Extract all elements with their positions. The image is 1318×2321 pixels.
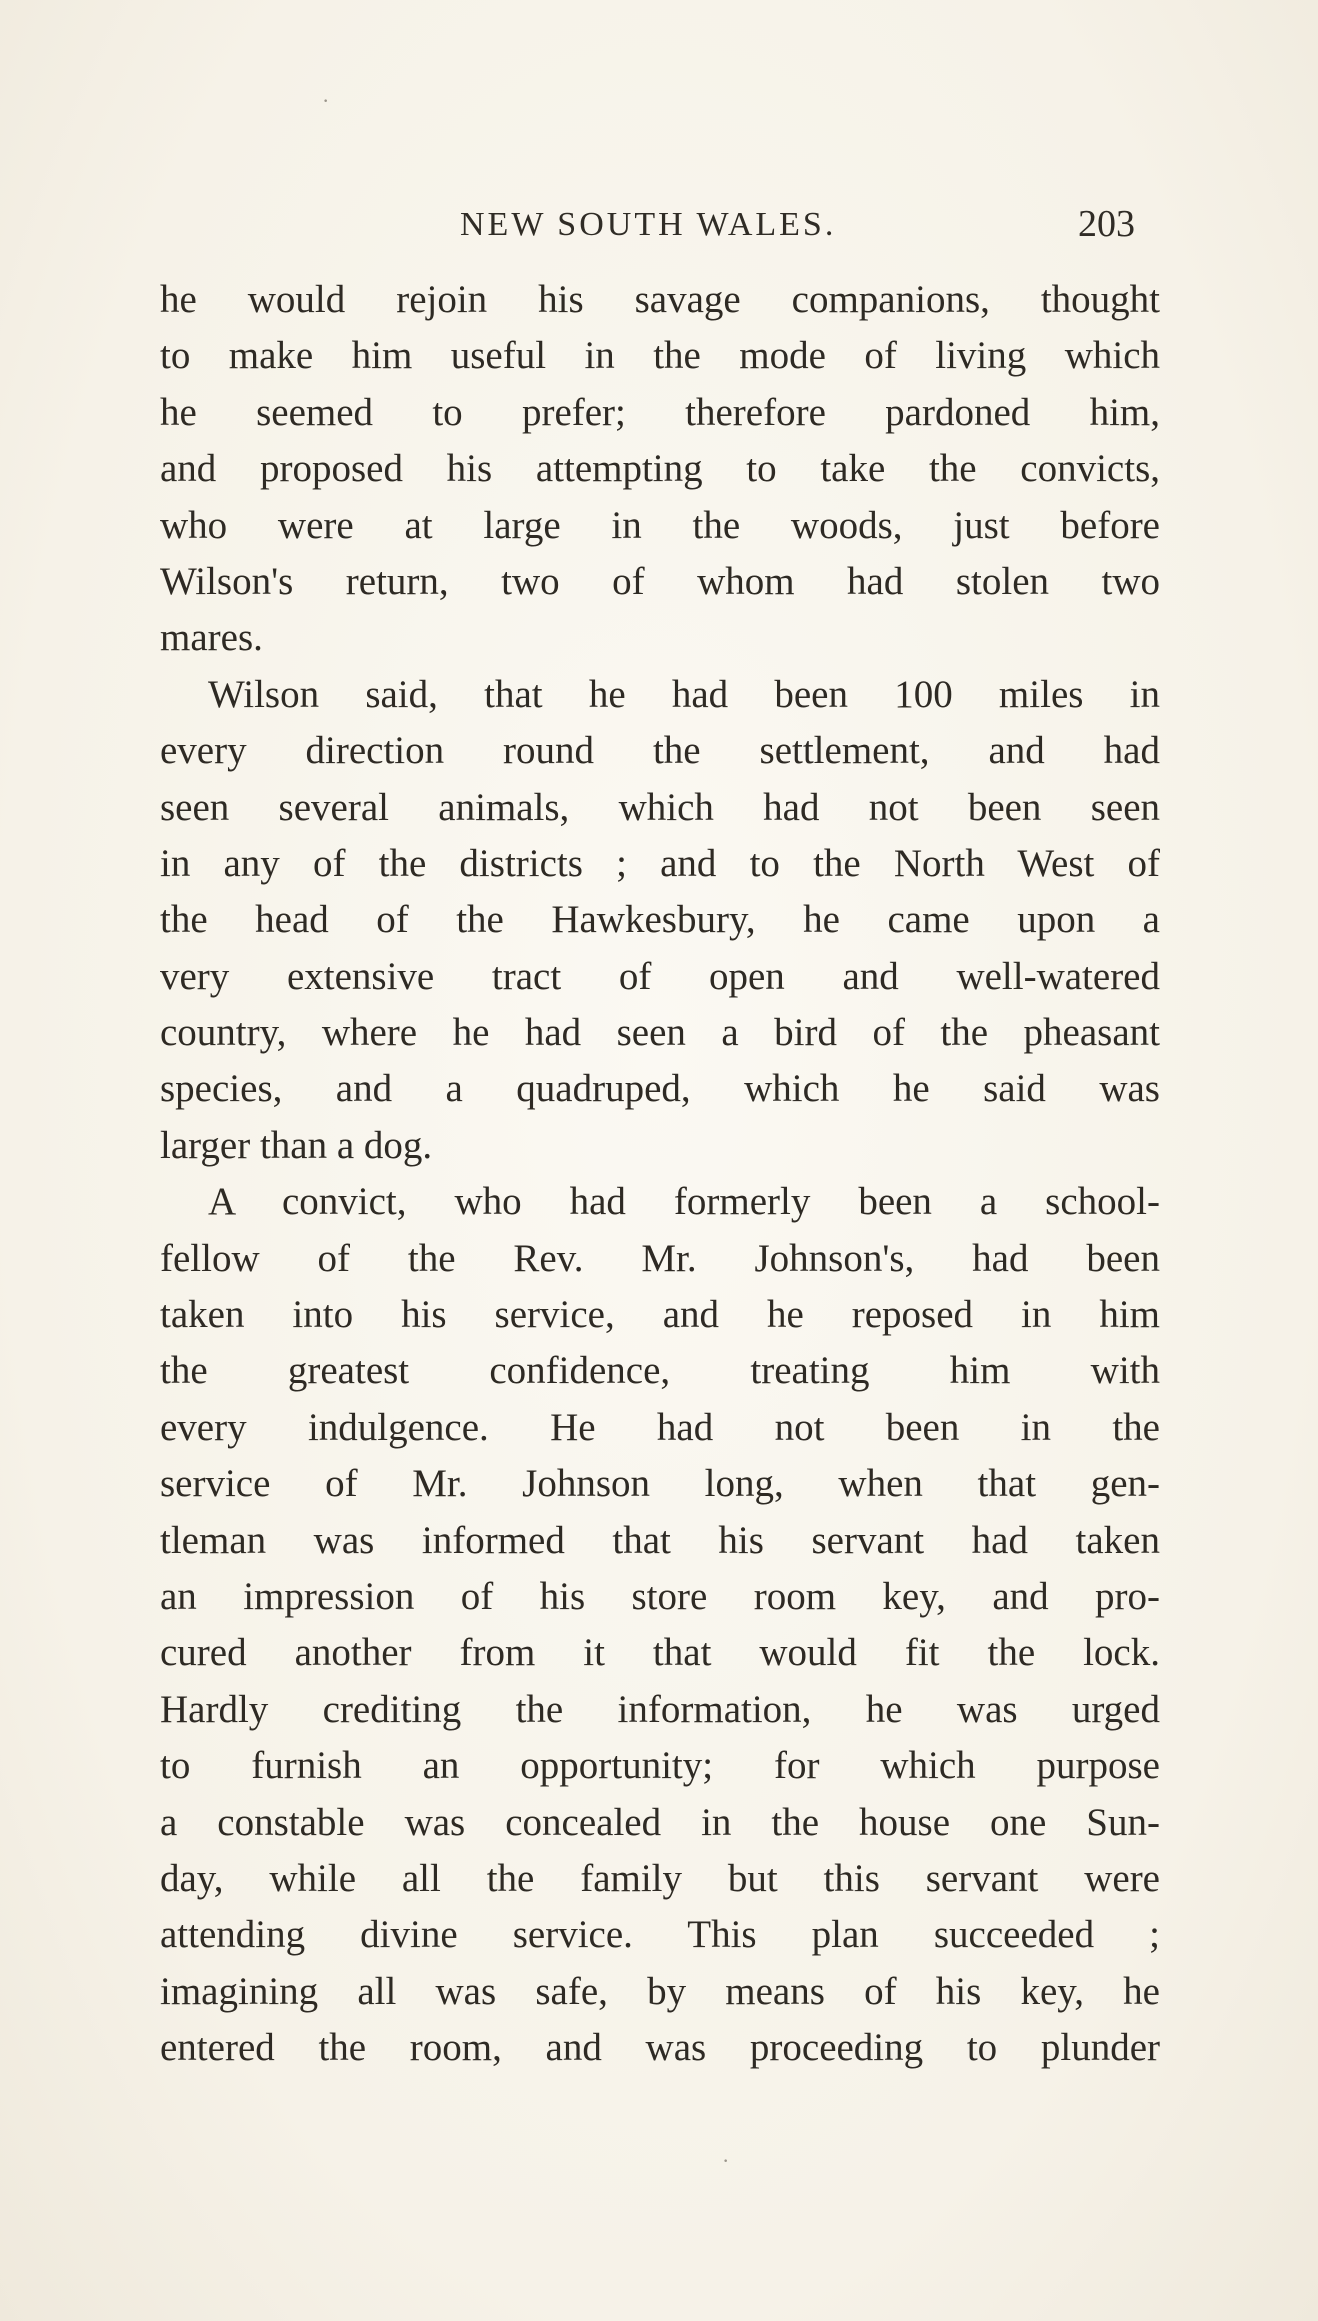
text-line: attending divine service. This plan succeeded ; bbox=[160, 1913, 1160, 1957]
text-line: and proposed his attempting to take the convicts, bbox=[160, 447, 1160, 491]
text-line: Wilson's return, two of whom had stolen two bbox=[160, 559, 1160, 603]
text-line: who were at large in the woods, just before bbox=[160, 503, 1160, 547]
text-line: country, where he had seen a bird of the pheasant bbox=[160, 1011, 1160, 1055]
text-line: in any of the districts ; and to the North West of bbox=[160, 841, 1160, 885]
text-line: seen several animals, which had not been seen bbox=[160, 785, 1160, 829]
text-line: very extensive tract of open and well-watered bbox=[160, 954, 1160, 998]
text-line: the head of the Hawkesbury, he came upon a bbox=[160, 898, 1160, 942]
body-text bbox=[160, 272, 1160, 2077]
text-line: a constable was concealed in the house one Sun- bbox=[160, 1800, 1160, 1844]
text-line: entered the room, and was proceeding to plunder bbox=[160, 2026, 1160, 2070]
text-line: an impression of his store room key, and pro- bbox=[160, 1574, 1160, 1618]
text-line: to make him useful in the mode of living which bbox=[160, 334, 1160, 378]
text-line: every indulgence. He had not been in the bbox=[160, 1405, 1160, 1449]
text-line: Hardly crediting the information, he was urged bbox=[160, 1687, 1160, 1731]
text-line: cured another from it that would fit the lock. bbox=[160, 1631, 1160, 1675]
text-line: he would rejoin his savage companions, thought bbox=[160, 278, 1160, 321]
paper-speck: · bbox=[322, 88, 330, 113]
text-line: service of Mr. Johnson long, when that gen- bbox=[160, 1462, 1160, 1506]
text-line: mares. bbox=[160, 616, 263, 660]
text-line: to furnish an opportunity; for which purpose bbox=[160, 1744, 1160, 1788]
text-line: Wilson said, that he had been 100 miles in bbox=[208, 672, 1160, 716]
text-line: tleman was informed that his servant had taken bbox=[160, 1518, 1160, 1562]
text-line: the greatest confidence, treating him with bbox=[160, 1349, 1160, 1393]
text-line: day, while all the family but this servant were bbox=[160, 1856, 1160, 1900]
text-line: imagining all was safe, by means of his key, he bbox=[160, 1969, 1160, 2013]
page-number: 203 bbox=[1078, 203, 1135, 245]
text-line: taken into his service, and he reposed in him bbox=[160, 1293, 1160, 1337]
text-line: larger than a dog. bbox=[160, 1123, 433, 1167]
text-line: he seemed to prefer; therefore pardoned him, bbox=[160, 390, 1160, 434]
text-line: fellow of the Rev. Mr. Johnson's, had been bbox=[160, 1236, 1160, 1280]
text-line: species, and a quadruped, which he said was bbox=[160, 1067, 1160, 1111]
paper-speck: · bbox=[722, 2148, 730, 2173]
text-line: A convict, who had formerly been a school- bbox=[208, 1180, 1160, 1224]
text-line: every direction round the settlement, and had bbox=[160, 729, 1160, 773]
page-header bbox=[160, 200, 1160, 260]
running-title: NEW SOUTH WALES. bbox=[460, 206, 837, 243]
